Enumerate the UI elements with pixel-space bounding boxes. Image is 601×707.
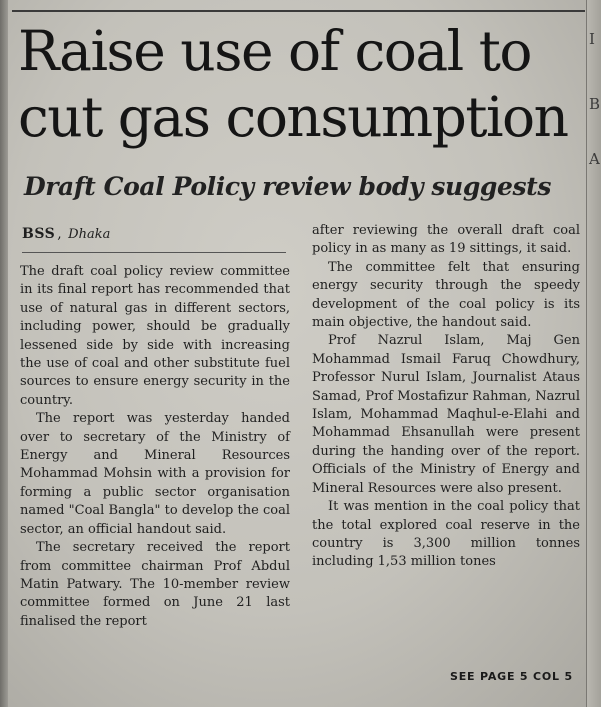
edge-fragment: I (589, 30, 595, 48)
paragraph: The committee felt that ensuring energy security through the speedy development of the coal policy is its main objective, the handout said. (312, 259, 580, 331)
article-column-1 (20, 263, 290, 631)
byline-city: Dhaka (68, 227, 111, 242)
continuation-jump-line: SEE PAGE 5 COL 5 (450, 670, 573, 683)
paragraph: The secretary received the report from committee chairman Prof Abdul Matin Patwary. The 10-member review committee formed on June 21 last finalised the report (20, 540, 290, 629)
paragraph: The report was yesterday handed over to secretary of the Ministry of Energy and Mineral Resources Mohammad Mohsin with a provision for forming a public sector organisation named "Coal Bangla" to develop the coal sector, an official handout said. (20, 411, 290, 537)
edge-fragment: A (589, 150, 600, 168)
byline-separator: , (57, 226, 62, 242)
byline-rule (22, 252, 286, 253)
headline-line-2: cut gas consumption (18, 85, 568, 149)
subheadline: Draft Coal Policy review body suggests (24, 172, 551, 201)
headline (18, 18, 586, 150)
paragraph: after reviewing the overall draft coal policy in as many as 19 sittings, it said. (312, 223, 580, 257)
edge-fragment: B (589, 95, 601, 113)
paragraph: The draft coal policy review committee in its final report has recommended that use of natural gas in different sectors, including power, should be gradually lessened side by side with increasing the use of coal and other substitute fuel sources to ensure energy security in the country. (20, 264, 290, 408)
top-rule (12, 10, 585, 12)
byline (22, 226, 110, 242)
paragraph: It was mention in the coal policy that the total explored coal reserve in the country is 3,300 million tonnes including 1,53 million tones (312, 499, 580, 570)
paragraph: Prof Nazrul Islam, Maj Gen Mohammad Ismail Faruq Chowdhury, Professor Nurul Islam, Journalist Ataus Samad, Prof Mostafizur Rahman, Nazrul Islam, Mohammad Maqhul-e-Elahi and Mohammad Ehsanullah were present during the handing over of the report. Officials of the Ministry of Energy and Mineral Resources were also present. (312, 333, 580, 496)
byline-agency: BSS (22, 226, 56, 242)
headline-line-1: Raise use of coal to (18, 19, 531, 83)
article-column-2 (312, 222, 580, 572)
adjacent-column-edge (586, 0, 601, 707)
page-fold-shadow (0, 0, 8, 707)
